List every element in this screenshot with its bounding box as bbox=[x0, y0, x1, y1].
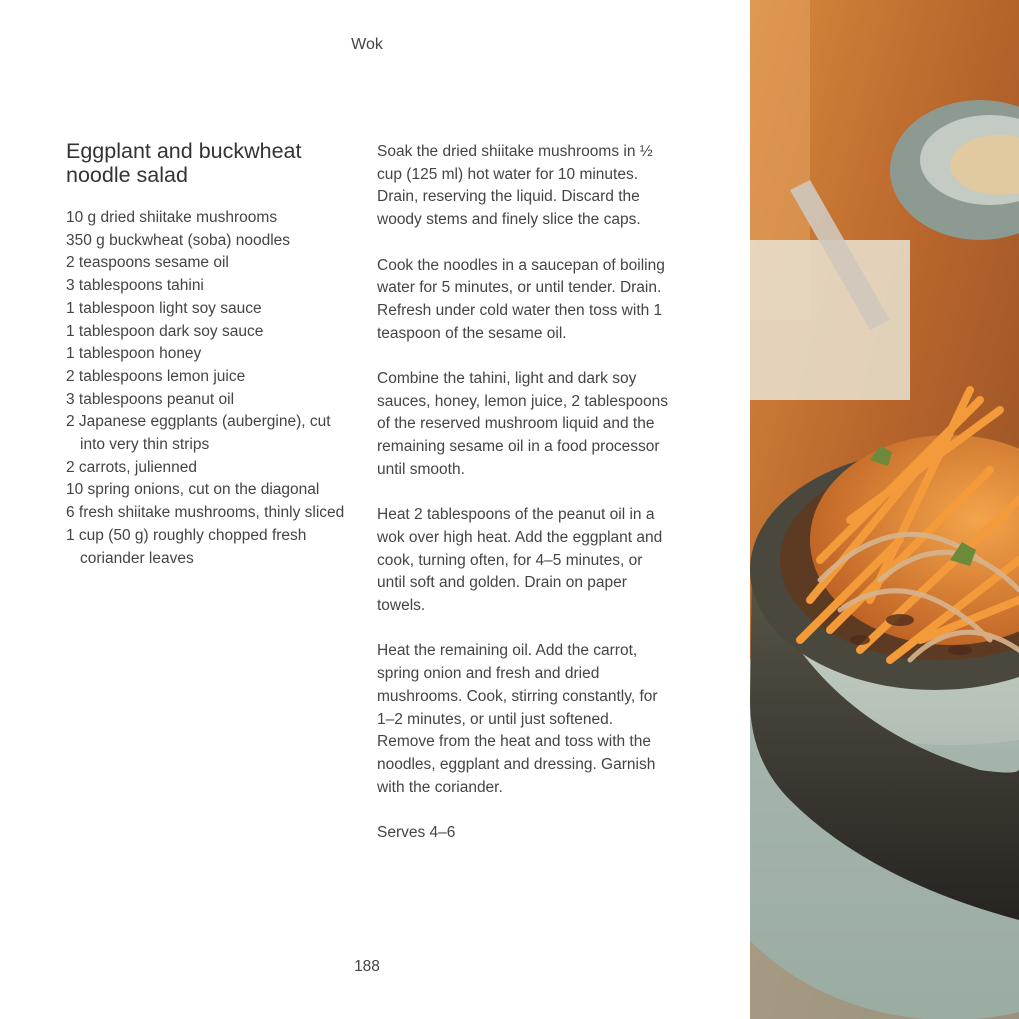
method-step: Combine the tahini, light and dark soy sauces, honey, lemon juice, 2 tablespoons of the reserved mushroom liquid and the remaining sesame oil in a food processor until smooth. bbox=[377, 370, 668, 478]
ingredient-item: 2 Japanese eggplants (aubergine), cut into very thin strips bbox=[66, 413, 331, 454]
ingredient-item: 1 cup (50 g) roughly chopped fresh coriander leaves bbox=[66, 526, 307, 567]
ingredient-item: 10 spring onions, cut on the diagonal bbox=[66, 481, 320, 499]
method-step: Cook the noodles in a saucepan of boiling water for 5 minutes, or until tender. Drain. Refresh under cold water then toss with 1 teaspoon of the sesame oil. bbox=[377, 256, 665, 342]
ingredient-item: 6 fresh shiitake mushrooms, thinly sliced bbox=[66, 504, 345, 522]
ingredient-item: 2 tablespoons lemon juice bbox=[66, 367, 246, 385]
method-step: Heat 2 tablespoons of the peanut oil in a wok over high heat. Add the eggplant and cook, turning often, for 4–5 minutes, or until soft and golden. Drain on paper towels. bbox=[377, 506, 663, 615]
ingredient-item: 1 tablespoon light soy sauce bbox=[66, 299, 262, 317]
method-step: Soak the dried shiitake mushrooms in ½ cup (125 ml) hot water for 10 minutes. Drain, reserving the liquid. Discard the woody stems and finely slice the caps. bbox=[377, 143, 653, 229]
ingredient-list bbox=[66, 207, 356, 570]
ingredient-item: 3 tablespoons tahini bbox=[66, 277, 204, 295]
ingredient-item: 1 tablespoon dark soy sauce bbox=[66, 322, 264, 340]
ingredient-item: 2 teaspoons sesame oil bbox=[66, 254, 229, 272]
ingredient-item: 350 g buckwheat (soba) noodles bbox=[66, 231, 291, 249]
ingredient-item: 10 g dried shiitake mushrooms bbox=[66, 209, 278, 226]
ingredient-item: 2 carrots, julienned bbox=[66, 458, 197, 476]
ingredient-item: 3 tablespoons peanut oil bbox=[66, 390, 235, 408]
method-step: Heat the remaining oil. Add the carrot, spring onion and fresh and dried mushrooms. Cook, stirring constantly, for 1–2 minutes, or until just softened. Remove from the heat and toss with the noodles, eggplant and dressing. Garnish with the coriander. bbox=[377, 642, 658, 796]
serves-note: Serves 4–6 bbox=[377, 824, 456, 842]
running-head: Wok bbox=[351, 36, 383, 53]
recipe-photo bbox=[750, 0, 1019, 1019]
method-column bbox=[377, 141, 675, 867]
ingredient-item: 1 tablespoon honey bbox=[66, 345, 202, 363]
page-number: 188 bbox=[354, 958, 380, 975]
recipe-title: Eggplant and buckwheat noodle salad bbox=[66, 139, 302, 187]
